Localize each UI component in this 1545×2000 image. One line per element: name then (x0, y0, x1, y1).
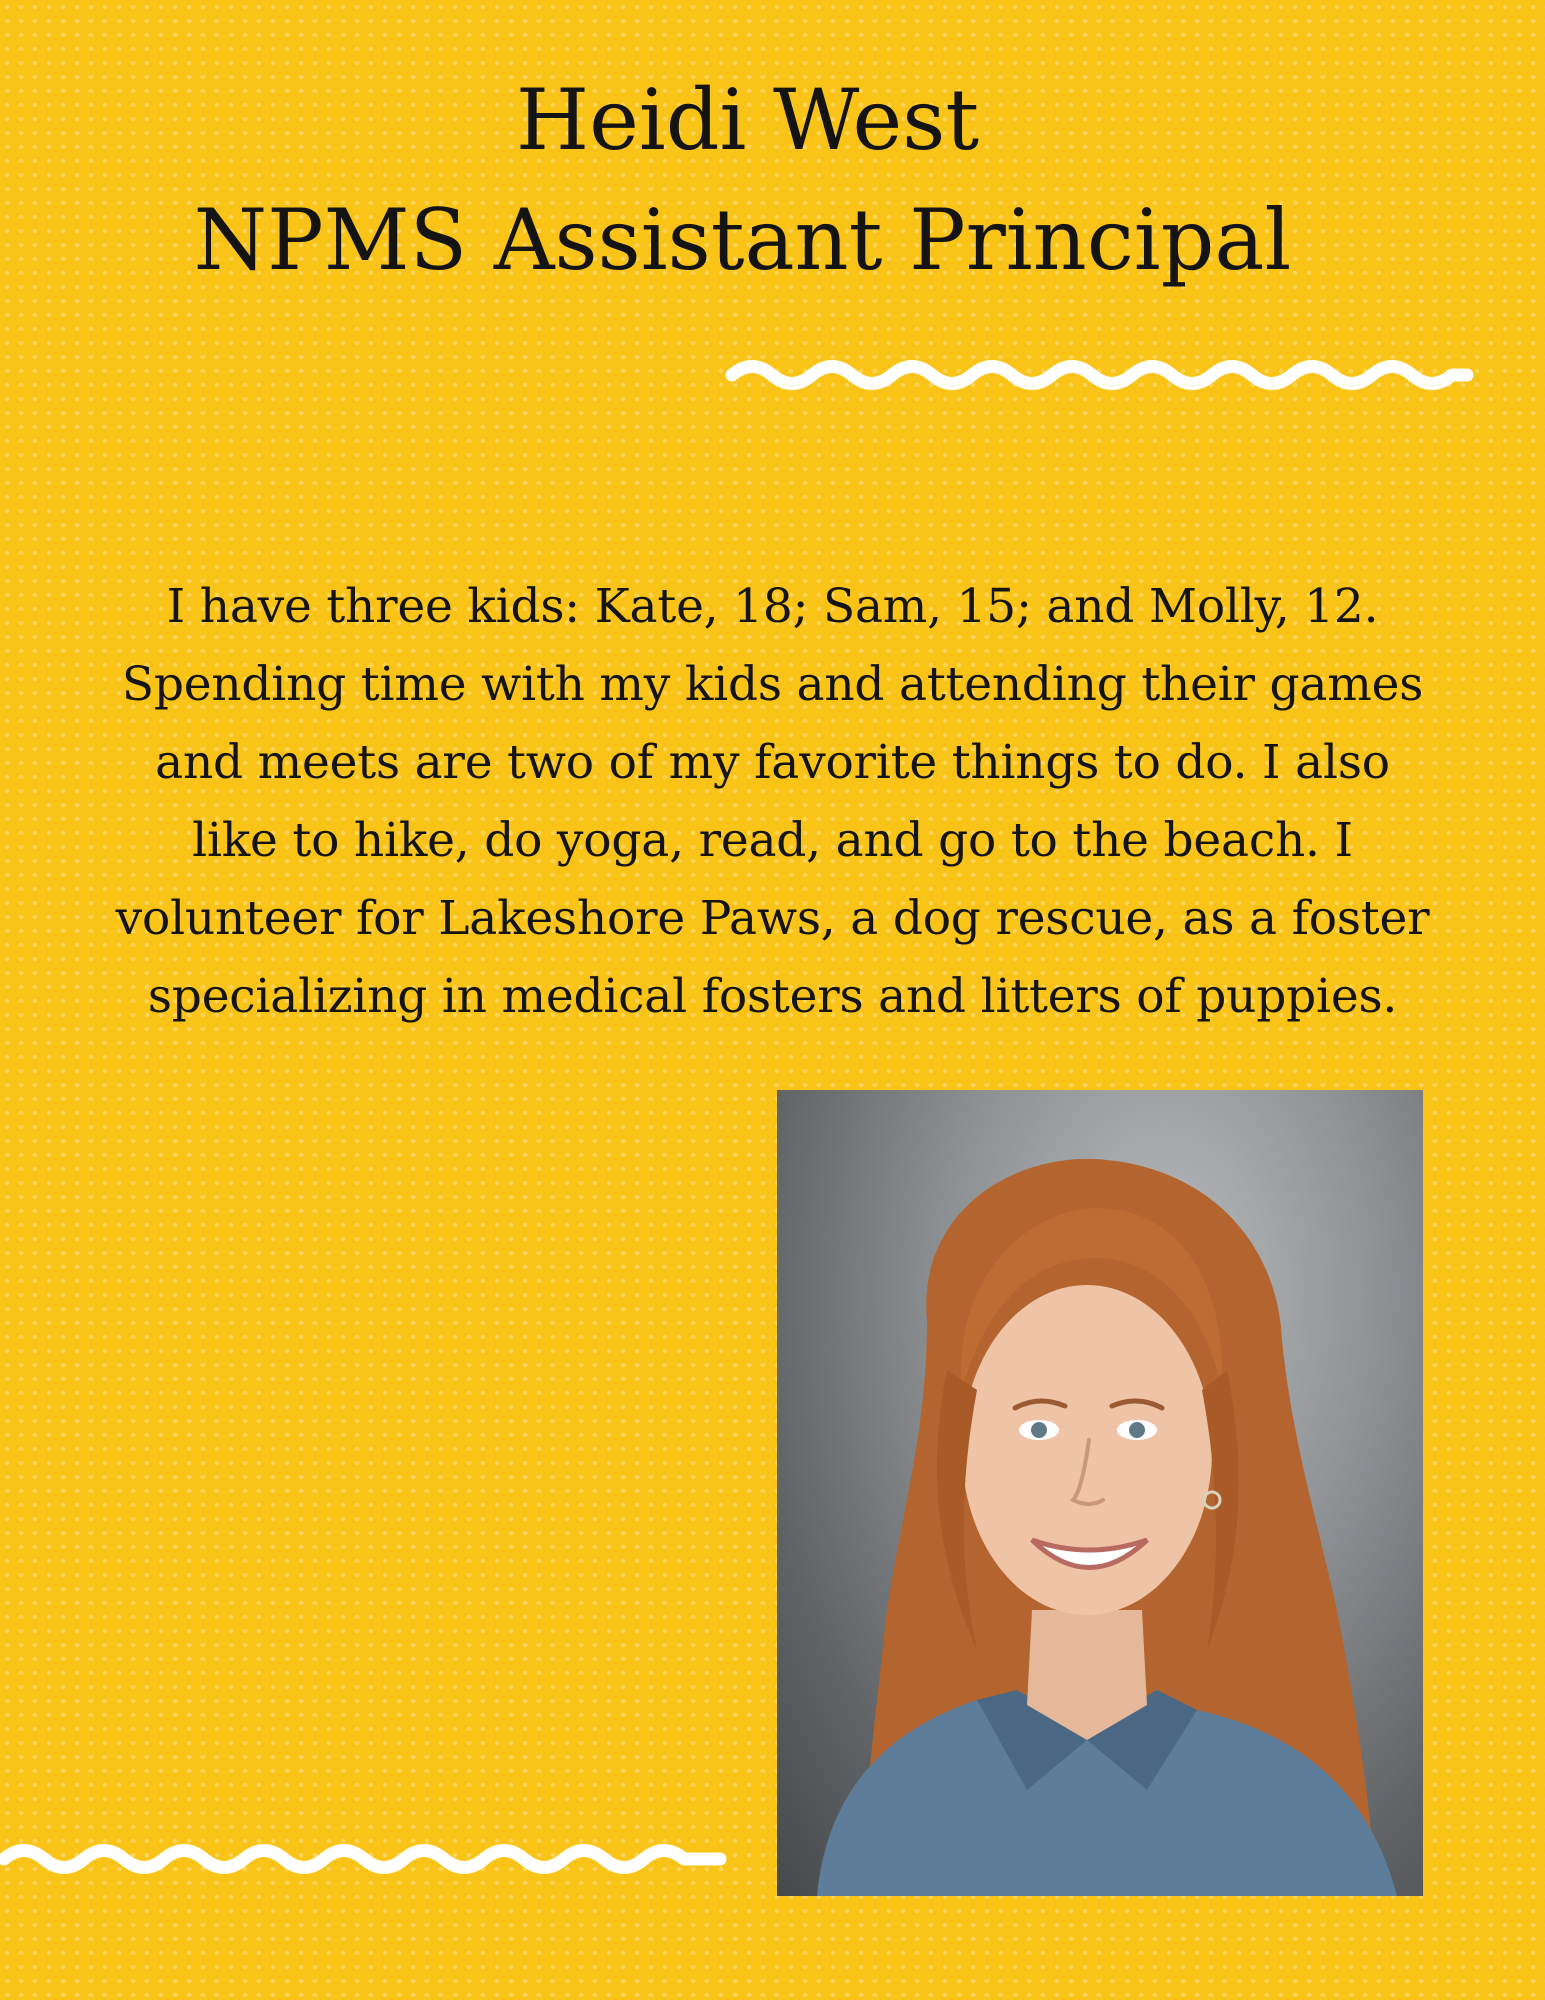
wave-divider-top (722, 350, 1480, 400)
person-name: Heidi West (515, 71, 980, 169)
bio-line: volunteer for Lakeshore Paws, a dog rescue, as a foster (115, 891, 1430, 946)
bio-paragraph (0, 568, 1545, 1036)
bio-line: like to hike, do yoga, read, and go to the beach. I (192, 813, 1353, 868)
portrait-photo (777, 1090, 1423, 1896)
wave-divider-bottom (0, 1834, 730, 1884)
bio-line: I have three kids: Kate, 18; Sam, 15; and Molly, 12. (166, 579, 1379, 634)
bio-line: specializing in medical fosters and litters of puppies. (147, 969, 1398, 1024)
bio-line: Spending time with my kids and attending their games (121, 657, 1424, 712)
bio-line: and meets are two of my favorite things to do. I also (155, 735, 1390, 790)
person-role: NPMS Assistant Principal (193, 191, 1292, 289)
